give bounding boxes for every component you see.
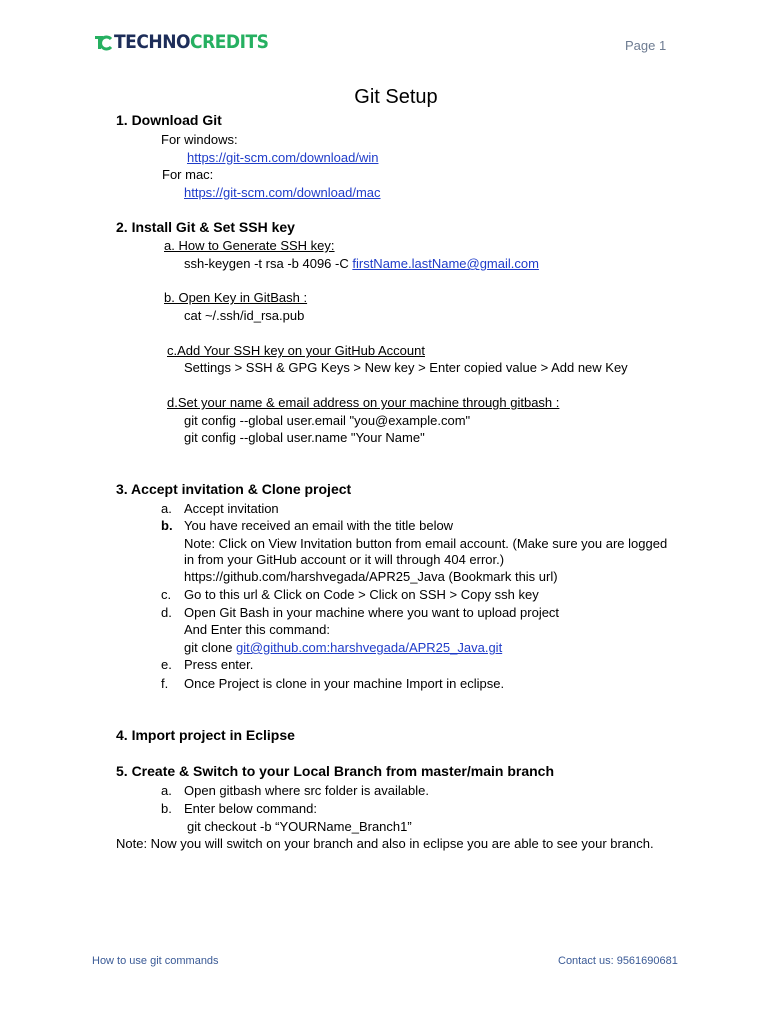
logo-credits: CREDITS — [190, 31, 269, 53]
ssh-keygen-prefix: ssh-keygen -t rsa -b 4096 -C — [184, 256, 353, 271]
git-clone-command — [184, 639, 502, 656]
list-item: You have received an email with the title below — [184, 518, 454, 533]
list-item: Press enter. — [184, 657, 254, 672]
set-name-email-title: d.Set your name & email address on your machine through gitbash : — [167, 395, 560, 410]
list-marker: c. — [161, 587, 172, 602]
page-title: Git Setup — [354, 86, 438, 108]
cat-key-command: cat ~/.ssh/id_rsa.pub — [184, 308, 305, 323]
section-1-heading: 1. Download Git — [116, 112, 222, 128]
email-link[interactable]: firstName.lastName@gmail.com — [352, 256, 539, 271]
section-4-heading: 4. Import project in Eclipse — [116, 727, 295, 743]
git-config-email-command: git config --global user.email "you@example.com" — [184, 413, 471, 428]
logo-mark-icon — [94, 32, 112, 52]
mac-download-link[interactable]: https://git-scm.com/download/mac — [184, 185, 381, 200]
list-item: Open gitbash where src folder is available. — [184, 783, 429, 798]
branch-note: Note: Now you will switch on your branch and also in eclipse you are able to see your branch. — [116, 836, 654, 851]
section-3-heading: 3. Accept invitation & Clone project — [116, 481, 352, 497]
list-marker: e. — [161, 657, 172, 672]
repo-url: https://github.com/harshvegada/APR25_Java (Bookmark this url) — [184, 569, 558, 584]
list-item: Once Project is clone in your machine Import in eclipse. — [184, 676, 505, 691]
mac-label: For mac: — [162, 167, 214, 182]
list-marker: a. — [161, 783, 172, 798]
list-item: Accept invitation — [184, 501, 279, 516]
list-marker: b. — [161, 518, 173, 533]
windows-label: For windows: — [161, 132, 238, 147]
add-ssh-steps: Settings > SSH & GPG Keys > New key > Enter copied value > Add new Key — [184, 360, 628, 375]
git-checkout-command: git checkout -b “YOURName_Branch1” — [187, 819, 412, 834]
list-marker: a. — [161, 501, 172, 516]
list-item: Enter below command: — [184, 801, 317, 816]
git-config-name-command: git config --global user.name "Your Name" — [184, 430, 425, 445]
footer-left-text: How to use git commands — [92, 955, 219, 967]
company-logo — [94, 30, 268, 54]
invitation-note-line2: in from your GitHub account or it will through 404 error.) — [184, 552, 505, 567]
section-2-heading: 2. Install Git & Set SSH key — [116, 219, 295, 235]
open-key-title: b. Open Key in GitBash : — [164, 290, 308, 305]
logo-techno: TECHNO — [114, 31, 191, 53]
footer-contact: Contact us: 9561690681 — [558, 955, 678, 967]
list-marker: b. — [161, 801, 172, 816]
section-5-heading: 5. Create & Switch to your Local Branch from master/main branch — [116, 763, 554, 779]
ssh-generate-title: a. How to Generate SSH key: — [164, 238, 335, 253]
add-ssh-title: c.Add Your SSH key on your GitHub Account — [167, 343, 425, 358]
list-marker: d. — [161, 605, 172, 620]
list-marker: f. — [161, 676, 169, 691]
list-item: Go to this url & Click on Code > Click on SSH > Copy ssh key — [184, 587, 539, 602]
git-clone-prefix: git clone — [184, 640, 237, 655]
logo-text — [114, 31, 268, 53]
invitation-note-line1: Note: Click on View Invitation button from email account. (Make sure you are logged — [184, 536, 668, 551]
list-item: Open Git Bash in your machine where you want to upload project — [184, 605, 560, 620]
ssh-keygen-command — [184, 255, 539, 272]
page-number: Page 1 — [625, 38, 667, 53]
windows-download-link[interactable]: https://git-scm.com/download/win — [187, 150, 379, 165]
enter-command-label: And Enter this command: — [184, 622, 330, 637]
git-clone-link[interactable]: git@github.com:harshvegada/APR25_Java.git — [236, 640, 503, 655]
